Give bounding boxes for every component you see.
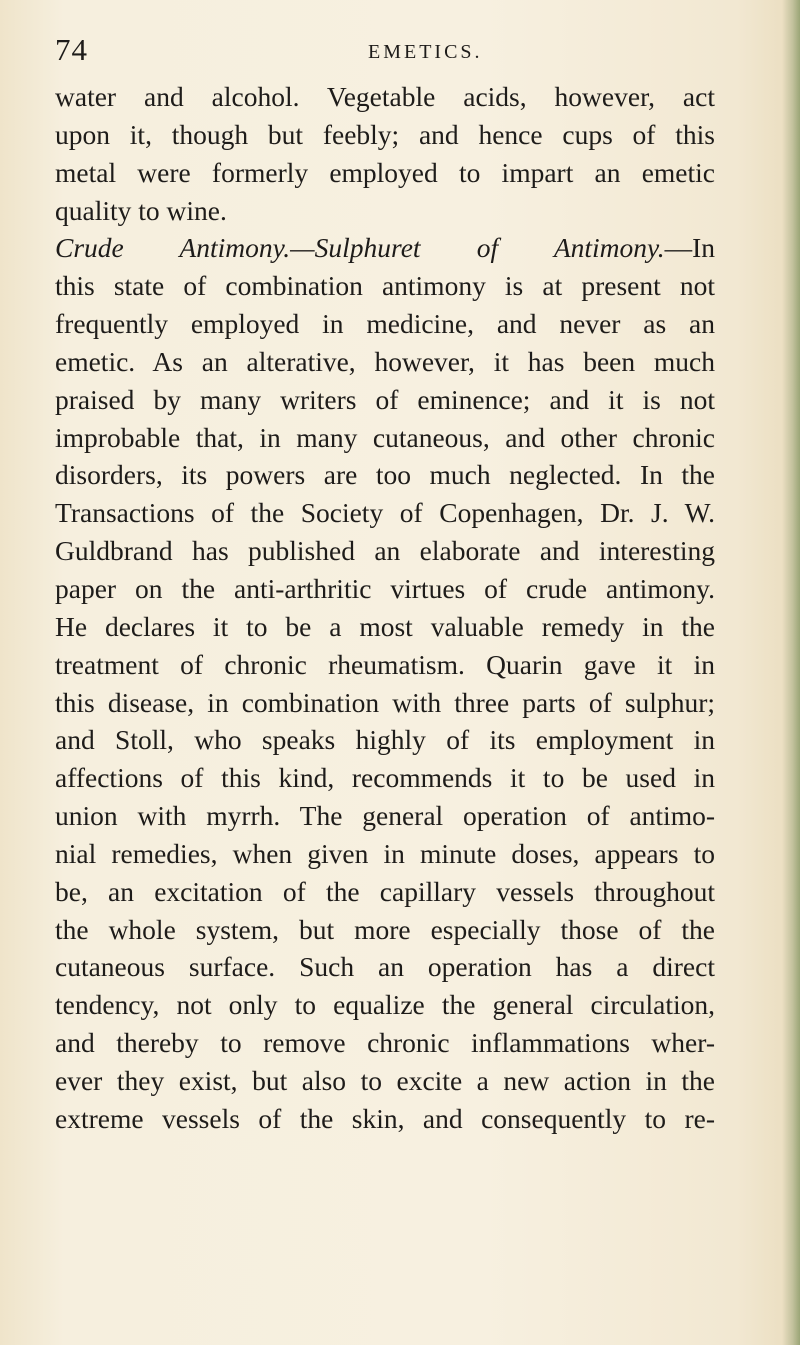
text-line: affections of this kind, recommends it to be used in (55, 762, 715, 794)
text-line: union with myrrh. The general operation of antimo- (55, 800, 715, 832)
page-edge (782, 0, 800, 1345)
text-line: paper on the anti-arthritic virtues of crude antimony. (55, 572, 715, 604)
text-line: Guldbrand has published an elaborate and interesting (55, 535, 715, 567)
text-line: ever they exist, but also to excite a new action in the (55, 1064, 715, 1096)
text-line: the whole system, but more especially those of the (55, 913, 715, 945)
text-line: emetic. As an alterative, however, it has been much (55, 345, 715, 377)
text-line: and Stoll, who speaks highly of its employment in (55, 724, 715, 756)
text-line: Transactions of the Society of Copenhagen, Dr. J. W. (55, 497, 715, 529)
text-line: praised by many writers of eminence; and it is not (55, 383, 715, 415)
text-line: upon it, though but feebly; and hence cups of this (55, 118, 715, 150)
text-line: quality to wine. (55, 194, 227, 226)
text-line: He declares it to be a most valuable remedy in the (55, 610, 715, 642)
section-heading-continuation: —In (664, 232, 715, 264)
section-heading-line (55, 229, 715, 267)
text-line: treatment of chronic rheumatism. Quarin gave it in (55, 648, 715, 680)
text-line: metal were formerly employed to impart an emetic (55, 156, 715, 188)
page-number: 74 (55, 32, 88, 67)
text-line: water and alcohol. Vegetable acids, however, act (55, 81, 715, 112)
text-line: nial remedies, when given in minute doses, appears to (55, 837, 715, 869)
section-heading: Crude Antimony.—Sulphuret of Antimony. (55, 232, 665, 264)
text-line: improbable that, in many cutaneous, and other chronic (55, 421, 715, 453)
text-line: cutaneous surface. Such an operation has a direct (55, 951, 715, 983)
body-text (55, 78, 715, 1138)
text-line: this disease, in combination with three parts of sulphur; (55, 686, 715, 718)
text-line: tendency, not only to equalize the general circulation, (55, 989, 715, 1021)
running-title: EMETICS. (368, 41, 483, 63)
text-line: extreme vessels of the skin, and consequently to re- (55, 1102, 715, 1134)
text-line: and thereby to remove chronic inflammations wher- (55, 1027, 715, 1059)
text-line: frequently employed in medicine, and never as an (55, 308, 715, 340)
text-line: this state of combination antimony is at present not (55, 270, 715, 302)
text-line: be, an excitation of the capillary vessels throughout (55, 875, 715, 907)
text-line: disorders, its powers are too much neglected. In the (55, 459, 715, 491)
